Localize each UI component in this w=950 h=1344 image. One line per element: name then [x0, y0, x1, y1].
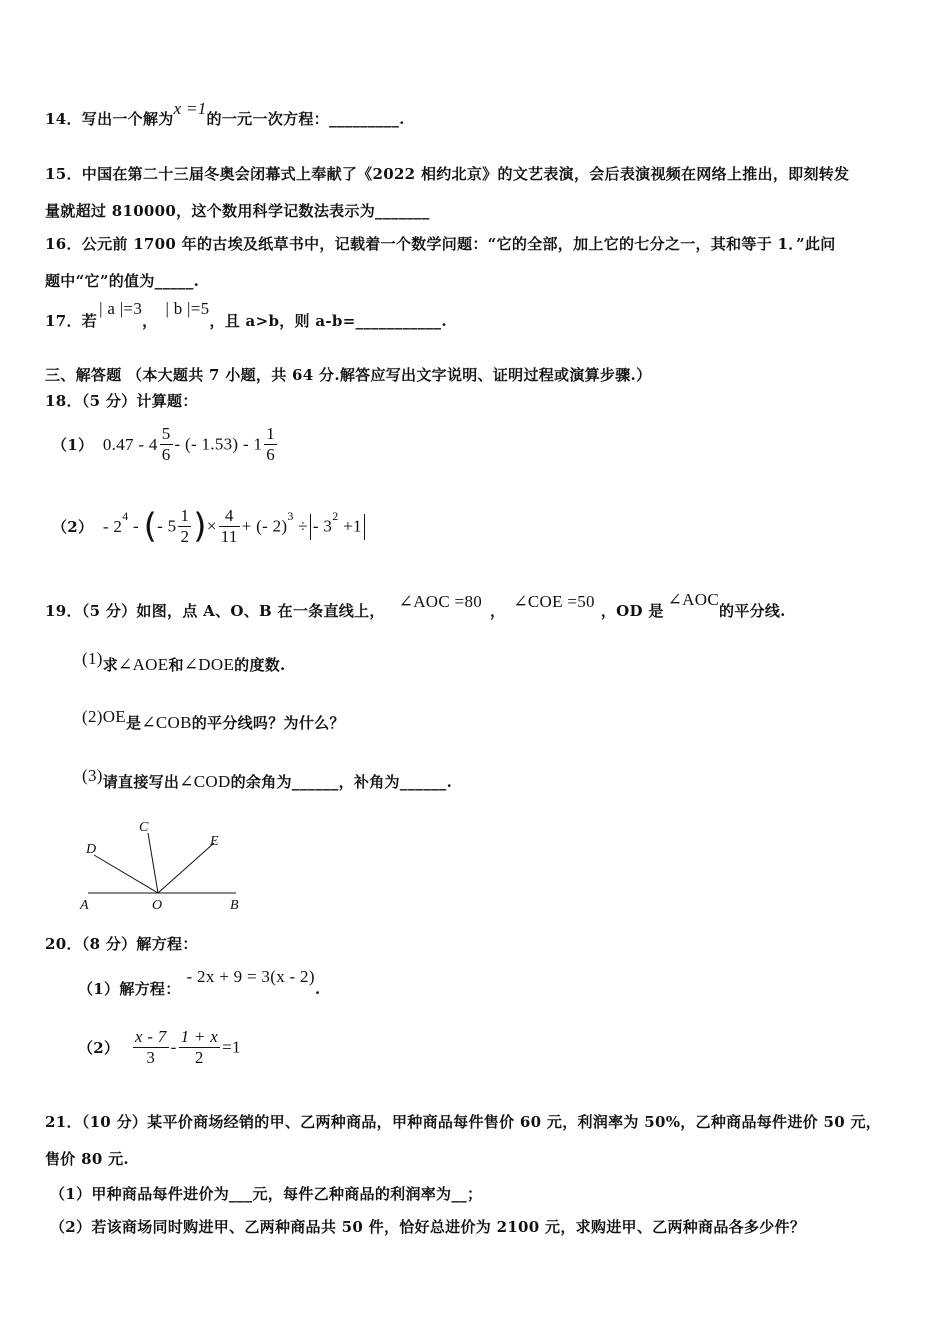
q19-sub2-num: (2) — [82, 707, 103, 726]
q19-sub1-num: (1) — [82, 649, 103, 668]
q18-p2-rparen: ) — [193, 506, 207, 547]
q18-part1 — [52, 424, 279, 465]
q18-p1-a: 0.47 - 4 — [102, 434, 158, 454]
q17-abs-a: | a |=3 — [99, 299, 143, 318]
q20-p2-minus: - — [170, 1037, 177, 1057]
q18-p2-times: × — [206, 516, 217, 536]
q18-p2-div: ÷ — [293, 516, 308, 536]
q18-part2-label: （2） — [52, 518, 94, 536]
q20-p2-rhs: =1 — [222, 1037, 241, 1057]
q18-p1-b: - (- 1.53) - 1 — [174, 434, 263, 454]
q18-p2-c: - 5 — [157, 516, 177, 536]
q18-p1-frac2-den: 6 — [266, 445, 276, 464]
q19-comma: ， — [490, 602, 506, 620]
q18-p2-abs-right — [364, 514, 365, 540]
q19-sub1-ang1: ∠AOE — [118, 655, 169, 674]
q14-equation: x =1 — [173, 99, 207, 118]
question-16-line1: 16．公元前 1700 年的古埃及纸草书中，记载着一个数学问题：“它的全部，加上它的七分之一，其和等于 1．”此问 — [45, 235, 836, 253]
q19-sub3-b: 的余角为______，补角为______. — [230, 773, 453, 791]
q18-p2-exp3: 2 — [332, 509, 339, 523]
question-21-line2: 售价 80 元. — [45, 1150, 129, 1168]
q18-p2-exp2: 3 — [287, 509, 294, 523]
label-a: A — [80, 898, 89, 913]
q18-p2-frac2 — [219, 506, 240, 547]
section-3-title: 三、解答题 （本大题共 7 小题，共 64 分.解答应写出文字说明、证明过程或演算步骤.） — [45, 366, 652, 384]
q20-p2-frac1 — [133, 1027, 169, 1068]
label-e: E — [210, 834, 219, 849]
q18-p2-b: - — [128, 516, 144, 536]
q21-part2: （2）若该商场同时购进甲、乙两种商品共 50 件，恰好总进价为 2100 元，求购进甲、乙两种商品各多少件？ — [50, 1218, 806, 1236]
q20-p2-frac1-num: x - 7 — [134, 1027, 167, 1046]
q20-part1-end: . — [314, 980, 321, 998]
q19-sub2-oe: OE — [102, 707, 126, 726]
q20-p2-frac2-num: 1 + x — [180, 1027, 219, 1046]
q20-p2-frac2-den: 2 — [194, 1048, 204, 1067]
q19-sub3 — [82, 766, 453, 792]
q18-p1-frac2-num: 1 — [266, 424, 276, 443]
q18-p1-frac2 — [264, 424, 277, 465]
label-d: D — [86, 842, 97, 857]
q20-part2-label: （2） — [78, 1039, 120, 1057]
q19-sub2 — [82, 707, 345, 733]
q18-part1-label: （1） — [52, 436, 94, 454]
q18-p2-lparen: ( — [143, 506, 158, 547]
q14-suffix: 的一元一次方程：_________. — [206, 110, 405, 128]
q19-sub1-ang2: ∠DOE — [183, 655, 235, 674]
q19-sub1 — [82, 649, 286, 675]
label-c: C — [139, 820, 149, 835]
q20-p2-frac2 — [179, 1027, 221, 1068]
q17-prefix: 17．若 — [45, 312, 98, 330]
q19-sub3-num: (3) — [82, 766, 103, 785]
q19-sub1-a: 求 — [102, 656, 119, 674]
question-16-line2: 题中“它”的值为_____. — [45, 272, 200, 290]
q14-prefix: 14．写出一个解为 — [45, 110, 174, 128]
q21-part1: （1）甲种商品每件进价为___元，每件乙种商品的利润率为__； — [50, 1185, 483, 1203]
q19-sub2-a: 是 — [126, 714, 142, 732]
q17-abs-b: | b |=5 — [165, 299, 210, 318]
q18-p1-frac1-den: 6 — [161, 445, 171, 464]
q19-sub2-ang: ∠COB — [141, 713, 192, 732]
q20-part2 — [78, 1027, 241, 1068]
question-19 — [45, 590, 786, 621]
question-17 — [45, 299, 447, 331]
q19-coe: ∠COE =50 — [513, 592, 595, 611]
q19-figure — [72, 815, 252, 915]
q17-suffix: ，且 a>b，则 a-b=___________. — [209, 312, 447, 330]
q19-sub1-c: 的度数. — [234, 656, 286, 674]
question-14 — [45, 99, 405, 129]
q19-mid: ，OD 是 — [600, 602, 664, 620]
q18-p2-frac1 — [178, 506, 191, 547]
question-15-line2: 量就超过 810000，这个数用科学记数法表示为_______ — [45, 202, 430, 220]
ray-oe — [158, 843, 214, 893]
question-15-line1: 15．中国在第二十三届冬奥会闭幕式上奉献了《2022 相约北京》的文艺表演，会后表演视频在网络上推出，即刻转发 — [45, 165, 850, 183]
q18-p1-frac1-num: 5 — [161, 424, 171, 443]
q20-p2-frac1-den: 3 — [146, 1048, 156, 1067]
q18-p2-frac2-den: 11 — [220, 527, 238, 546]
q18-p2-e: + (- 2) — [241, 516, 288, 536]
q19-sub2-b: 的平分线吗？为什么？ — [191, 714, 345, 732]
q20-part1-label: （1）解方程： — [78, 980, 181, 998]
ray-od — [94, 855, 158, 893]
q19-aoc: ∠AOC =80 — [398, 592, 483, 611]
question-21-line1: 21．（10 分）某平价商场经销的甲、乙两种商品，甲种商品每件售价 60 元，利润率为 50%，乙种商品每件进价 50 元， — [45, 1113, 882, 1131]
q18-p2-exp1: 4 — [122, 509, 129, 523]
q19-aoc2: ∠AOC — [667, 590, 719, 609]
q18-p2-abs-left — [310, 514, 311, 540]
q18-p2-a: - 2 — [102, 516, 123, 536]
q20-part1 — [78, 967, 321, 999]
q18-p2-frac1-num: 1 — [180, 506, 190, 525]
label-b: B — [230, 898, 239, 913]
q17-comma: ， — [142, 312, 158, 330]
q18-p2-h: +1 — [338, 516, 362, 536]
q19-sub3-a: 请直接写出 — [102, 773, 180, 791]
question-18-title: 18．（5 分）计算题： — [45, 392, 198, 410]
q20-part1-eq: - 2x + 9 = 3(x - 2) — [186, 967, 315, 986]
q18-p2-frac2-num: 4 — [219, 506, 240, 527]
q18-part2 — [52, 506, 367, 547]
ray-oc — [148, 833, 158, 893]
q18-p1-frac1 — [160, 424, 173, 465]
q19-prefix: 19．（5 分）如图，点 A、O、B 在一条直线上， — [45, 602, 385, 620]
q19-sub3-ang: ∠COD — [179, 772, 231, 791]
question-20-title: 20．（8 分）解方程： — [45, 935, 198, 953]
q18-p2-frac1-den: 2 — [180, 527, 190, 546]
q19-suffix: 的平分线. — [718, 602, 786, 620]
q18-p2-g: - 3 — [312, 516, 333, 536]
q19-sub1-b: 和 — [168, 656, 184, 674]
label-o: O — [152, 898, 163, 913]
